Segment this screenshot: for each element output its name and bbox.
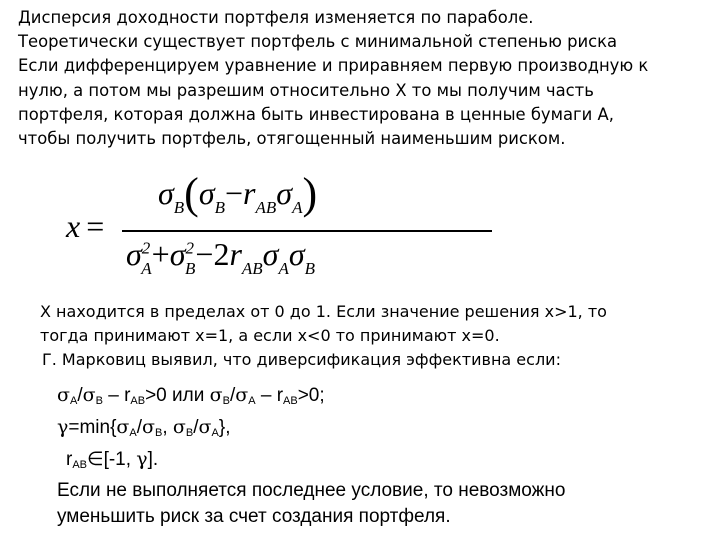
subscript: AB — [283, 395, 298, 407]
range-text: ∈[-1, — [87, 449, 137, 470]
subscript: B — [185, 259, 196, 278]
fraction-bar — [122, 230, 492, 232]
comma: , — [162, 417, 173, 438]
plus-sign: + — [151, 236, 170, 272]
sigma-symbol: σ — [198, 416, 212, 438]
formula-denominator — [126, 236, 315, 279]
optimal-weight-formula — [62, 168, 442, 286]
intro-paragraph — [18, 6, 714, 151]
sigma-symbol: σ — [262, 236, 279, 272]
close-paren: ) — [302, 169, 318, 218]
open-paren: ( — [184, 169, 199, 218]
subscript: B — [214, 198, 225, 217]
formula-equals: = — [86, 208, 105, 244]
subscript: B — [95, 395, 103, 407]
subscript: A — [278, 259, 289, 278]
subscript: B — [185, 427, 194, 439]
sigma-symbol: σ — [82, 384, 96, 406]
intro-line-1: Дисперсия доходности портфеля изменяется по параболе. — [18, 8, 534, 27]
conclusion-line-2: уменьшить риск за счет создания портфеля. — [57, 506, 451, 527]
gamma-symbol: γ — [57, 416, 69, 438]
intro-line-3: Если дифференцируем уравнение и приравняем первую производную к — [18, 56, 649, 76]
subscript: AB — [130, 395, 146, 407]
superscript: 2 — [141, 238, 151, 258]
conditions-paragraph — [40, 300, 710, 372]
sigma-symbol: σ — [169, 236, 186, 272]
subscript: AB — [241, 259, 263, 278]
slash: / — [193, 417, 199, 438]
sigma-symbol: σ — [198, 175, 215, 211]
subscript: B — [304, 259, 316, 278]
r-symbol: r — [243, 175, 256, 211]
sigma-symbol: σ — [142, 416, 156, 438]
conditions-line-3: Г. Марковиц выявил, что диверсификация эффективна если: — [42, 350, 561, 369]
subscript: A — [69, 395, 78, 407]
intro-line-5: портфеля, которая должна быть инвестирована в ценные бумаги А, — [18, 104, 614, 124]
sigma-symbol: σ — [276, 175, 293, 211]
sigma-symbol: σ — [116, 416, 130, 438]
condition-text: >0 или — [145, 385, 210, 406]
sigma-symbol: σ — [57, 384, 70, 406]
sigma-symbol: σ — [209, 384, 223, 406]
gamma-symbol: γ — [136, 448, 148, 470]
sigma-symbol: σ — [235, 384, 249, 406]
formula-lhs — [66, 208, 104, 245]
sigma-symbol: σ — [158, 175, 174, 211]
intro-line-2: Теоретически существует портфель с минимальной степенью риска — [18, 32, 618, 52]
slash: / — [136, 417, 143, 438]
minus-sign: – — [102, 385, 125, 406]
minus-sign: − — [225, 175, 244, 211]
conclusion-line-1: Если не выполняется последнее условие, то невозможно — [57, 480, 566, 501]
min-text: =min{ — [68, 417, 117, 438]
r-symbol: r — [229, 236, 242, 272]
formula-numerator — [158, 168, 317, 219]
subscript: A — [129, 427, 137, 439]
sigma-symbol: σ — [172, 416, 186, 438]
intro-line-6: чтобы получить портфель, отягощенный наименьшим риском. — [18, 129, 566, 149]
subscript: A — [211, 427, 219, 439]
subscript: B — [173, 198, 185, 217]
min-close: }, — [218, 417, 231, 438]
markowitz-rules — [57, 382, 717, 530]
conditions-line-2: тогда принимают x=1, а если x<0 то принимают x=0. — [40, 326, 500, 345]
coefficient: 2 — [213, 236, 230, 272]
condition-text: >0; — [297, 385, 325, 406]
formula-x: x — [66, 208, 81, 244]
minus-sign: – — [255, 385, 277, 406]
subscript: A — [141, 259, 152, 278]
minus-sign: − — [195, 236, 214, 272]
subscript: AB — [72, 459, 88, 471]
subscript: B — [155, 427, 163, 439]
r-symbol: r — [66, 449, 73, 470]
subscript: A — [292, 198, 303, 217]
r-symbol: r — [276, 385, 284, 406]
slash: / — [229, 385, 236, 406]
slash: / — [77, 385, 83, 406]
rule-ratio — [57, 382, 717, 414]
rule-range — [66, 446, 717, 478]
rule-gamma — [57, 414, 717, 446]
superscript: 2 — [185, 238, 194, 258]
r-symbol: r — [124, 385, 131, 406]
sigma-symbol: σ — [126, 236, 142, 272]
conditions-line-1: Х находится в пределах от 0 до 1. Если значение решения x>1, то — [40, 302, 607, 321]
range-close: ]. — [147, 449, 159, 470]
intro-line-4: нулю, а потом мы разрешим относительно Х то мы получим часть — [18, 80, 594, 100]
subscript: AB — [255, 198, 277, 217]
sigma-symbol: σ — [288, 236, 305, 272]
subscript: A — [248, 395, 256, 407]
subscript: B — [222, 395, 230, 407]
